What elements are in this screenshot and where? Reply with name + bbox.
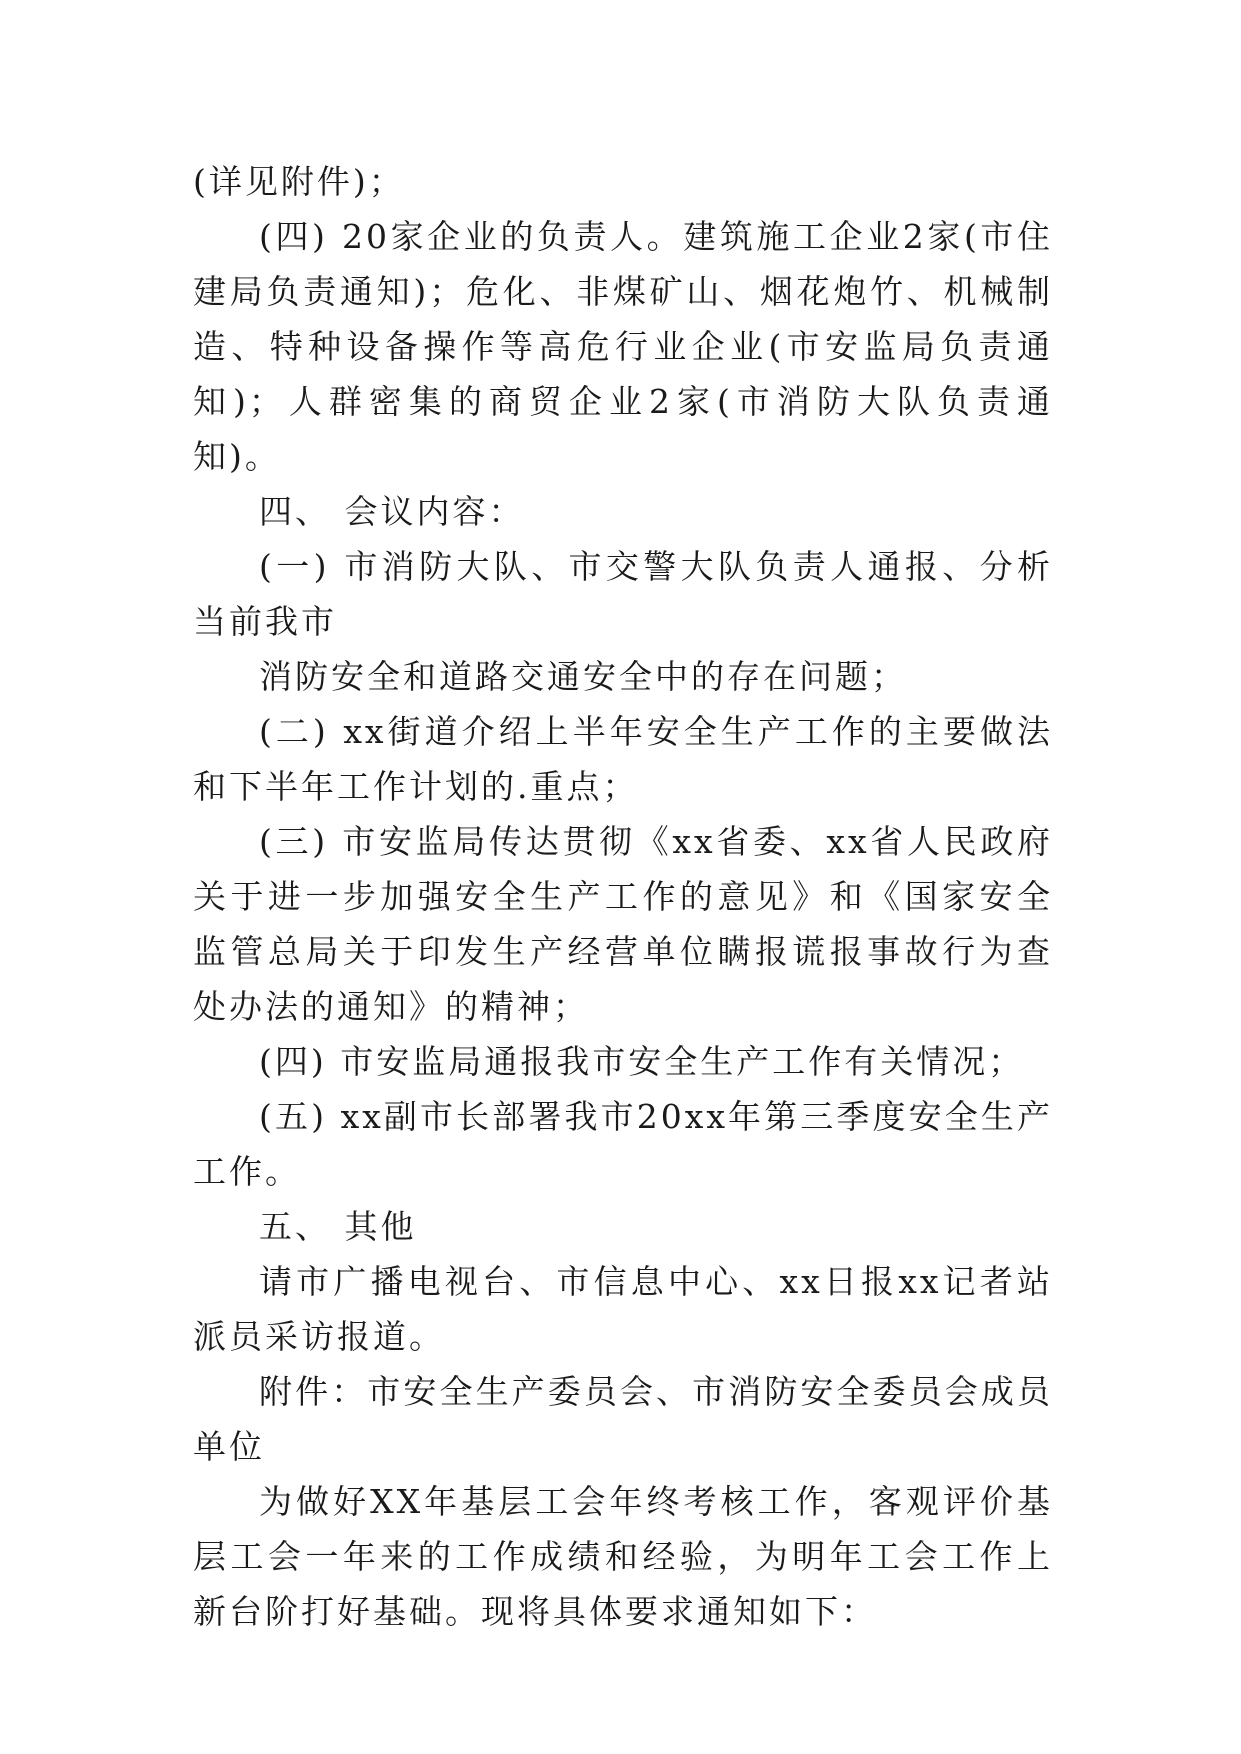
paragraph-media-coverage: 请市广播电视台、市信息中心、xx日报xx记者站派员采访报道。	[193, 1262, 1053, 1356]
paragraph-content-item-3: (三) 市安监局传达贯彻《xx省委、xx省人民政府关于进一步加强安全生产工作的意见》和《国家安全监管总局关于印发生产经营单位瞒报谎报事故行为查处办法的通知》的精神；	[193, 822, 1053, 1026]
paragraph-union-assessment: 为做好XX年基层工会年终考核工作，客观评价基层工会一年来的工作成绩和经验，为明年工会工作上新台阶打好基础。现将具体要求通知如下：	[193, 1482, 1053, 1631]
paragraph-content-item-1: (一) 市消防大队、市交警大队负责人通报、分析当前我市	[193, 547, 1053, 641]
paragraph-content-item-5: (五) xx副市长部署我市20xx年第三季度安全生产工作。	[193, 1097, 1053, 1191]
document-body	[193, 154, 1053, 1639]
paragraph-item-4-enterprises: (四) 20家企业的负责人。建筑施工企业2家(市住建局负责通知)；危化、非煤矿山、烟花炮竹、机械制造、特种设备操作等高危行业企业(市安监局负责通知)；人群密集的商贸企业2家(市消防大队负责通知)。	[193, 217, 1053, 476]
paragraph-content-item-2: (二) xx街道介绍上半年安全生产工作的主要做法和下半年工作计划的.重点；	[193, 712, 1053, 806]
section-heading-meeting-content: 四、 会议内容：	[259, 492, 525, 531]
section-heading-other: 五、 其他	[259, 1207, 417, 1246]
paragraph-content-item-4: (四) 市安监局通报我市安全生产工作有关情况；	[259, 1042, 1025, 1081]
paragraph-attachment-note: (详见附件)；	[193, 162, 405, 201]
paragraph-attachment-list: 附件：市安全生产委员会、市消防安全委员会成员单位	[193, 1372, 1053, 1466]
paragraph-content-item-1-continued: 消防安全和道路交通安全中的存在问题；	[259, 657, 907, 696]
